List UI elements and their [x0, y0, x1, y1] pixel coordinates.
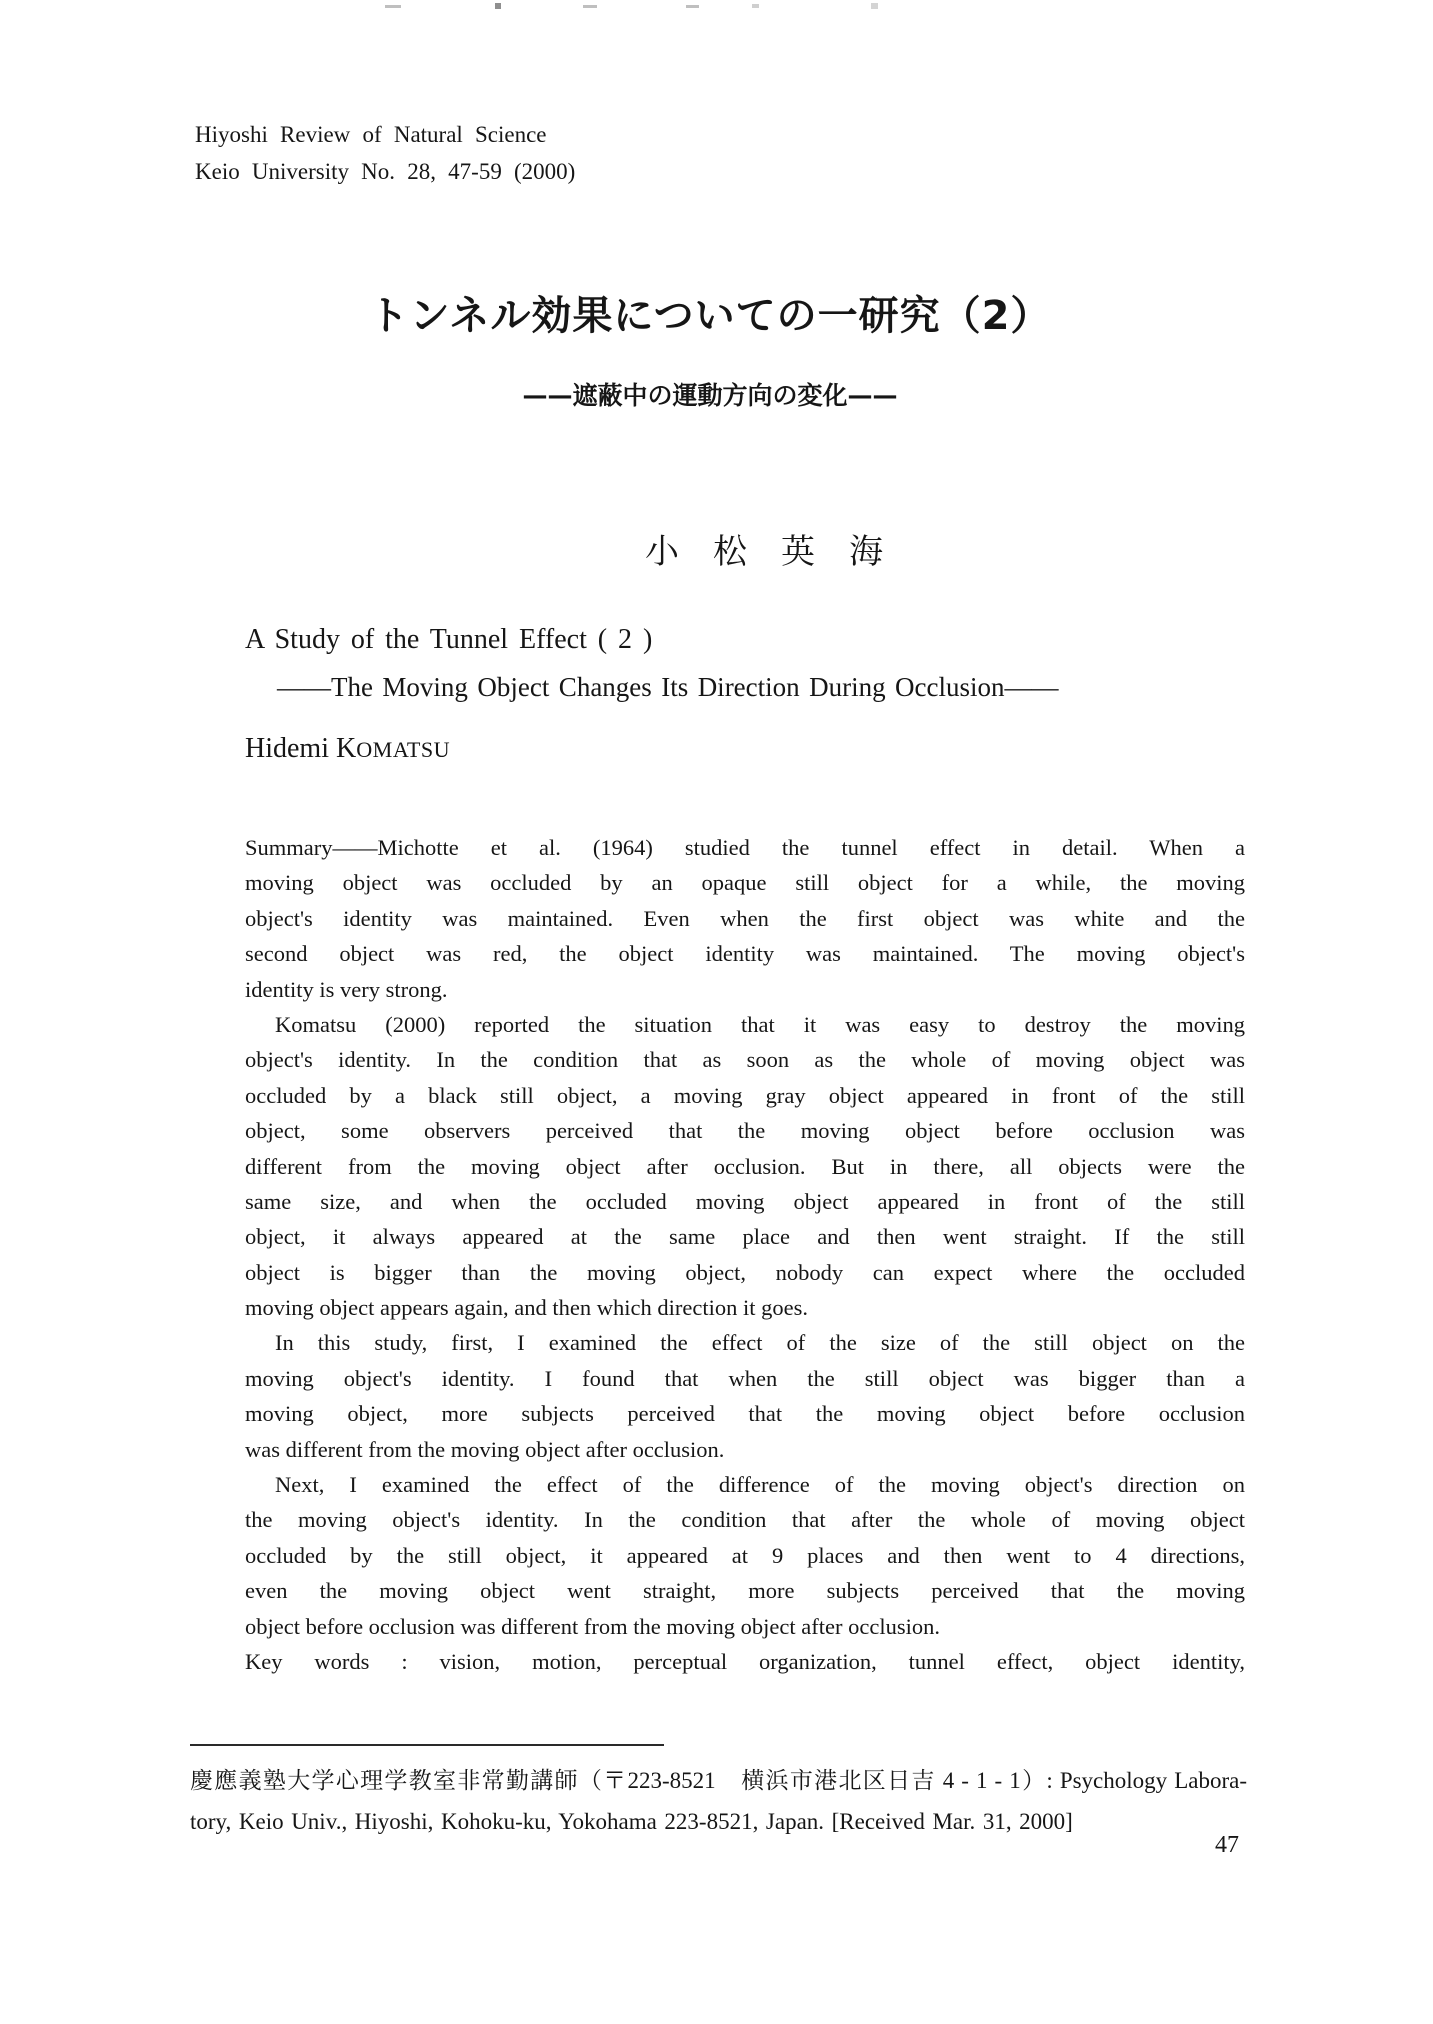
author-name-japanese: 小 松 英 海: [645, 534, 883, 571]
footnote-line-2: tory, Keio Univ., Hiyoshi, Kohoku-ku, Yokohama 223-8521, Japan. [Received Mar. 31, 2000]: [190, 1809, 1073, 1834]
abstract-line: object, some observers perceived that the moving object before occlusion was: [245, 1118, 1245, 1144]
abstract: [245, 830, 1245, 1679]
abstract-line: Next, I examined the effect of the difference of the moving object's direction on: [275, 1472, 1245, 1498]
article-title-english: A Study of the Tunnel Effect ( 2 ): [245, 624, 653, 655]
abstract-line: Komatsu (2000) reported the situation that it was easy to destroy the moving: [275, 1011, 1245, 1037]
abstract-line: moving object appears again, and then which direction it goes.: [245, 1295, 808, 1321]
scan-artifact: [495, 3, 501, 9]
author-name-english: [245, 733, 450, 765]
article-subtitle-japanese: ——遮蔽中の運動方向の変化——: [522, 381, 898, 410]
journal-header: [195, 116, 575, 190]
abstract-line: object, it always appeared at the same place and then went straight. If the still: [245, 1224, 1245, 1250]
abstract-line: moving object, more subjects perceived that the moving object before occlusion: [245, 1401, 1245, 1427]
scan-artifact: [583, 5, 597, 8]
abstract-line: identity is very strong.: [245, 976, 448, 1002]
abstract-line: moving object's identity. I found that when the still object was bigger than a: [245, 1365, 1245, 1391]
abstract-line: even the moving object went straight, more subjects perceived that the moving: [245, 1578, 1245, 1604]
footnote: [190, 1760, 1247, 1842]
page-number: 47: [1215, 1832, 1239, 1858]
author-name-main: Hidemi K: [245, 733, 357, 764]
abstract-line: same size, and when the occluded moving object appeared in front of the still: [245, 1188, 1245, 1214]
abstract-line: occluded by a black still object, a moving gray object appeared in front of the still: [245, 1082, 1245, 1108]
abstract-line: the moving object's identity. In the condition that after the whole of moving object: [245, 1507, 1245, 1533]
abstract-line: In this study, first, I examined the effect of the size of the still object on the: [275, 1330, 1245, 1356]
scan-artifact: [752, 4, 759, 8]
article-title-japanese: トンネル効果についての一研究（2）: [368, 293, 1052, 339]
abstract-line: Summary——Michotte et al. (1964) studied the tunnel effect in detail. When a: [245, 835, 1245, 860]
abstract-line: object is bigger than the moving object, nobody can expect where the occluded: [245, 1259, 1245, 1285]
abstract-line: object before occlusion was different from the moving object after occlusion.: [245, 1613, 940, 1639]
abstract-line: occluded by the still object, it appeared at 9 places and then went to 4 directions,: [245, 1542, 1245, 1568]
footnote-line-1: 慶應義塾大学心理学教室非常勤講師（〒223-8521 横浜市港北区日吉 4 - 1 - 1）: Psychology Labora-: [190, 1768, 1247, 1793]
footnote-rule: [190, 1744, 664, 1746]
abstract-line: second object was red, the object identity was maintained. The moving object's: [245, 941, 1245, 967]
scan-artifact: [871, 3, 878, 9]
abstract-line: was different from the moving object after occlusion.: [245, 1436, 725, 1462]
scan-artifact: [385, 5, 401, 8]
abstract-line: object's identity was maintained. Even when the first object was white and the: [245, 905, 1245, 931]
abstract-line: moving object was occluded by an opaque still object for a while, the moving: [245, 870, 1245, 896]
article-subtitle-english: ——The Moving Object Changes Its Direction During Occlusion——: [277, 672, 1059, 702]
abstract-line: object's identity. In the condition that as soon as the whole of moving object was: [245, 1047, 1245, 1073]
abstract-line: different from the moving object after occlusion. But in there, all objects were the: [245, 1153, 1245, 1179]
abstract-line: Key words : vision, motion, perceptual organization, tunnel effect, object identity,: [245, 1648, 1245, 1674]
journal-name: Hiyoshi Review of Natural Science: [195, 122, 547, 147]
scan-artifact: [686, 5, 699, 8]
journal-issue: Keio University No. 28, 47-59 (2000): [195, 159, 576, 184]
author-name-smallcaps: OMATSU: [356, 737, 451, 762]
